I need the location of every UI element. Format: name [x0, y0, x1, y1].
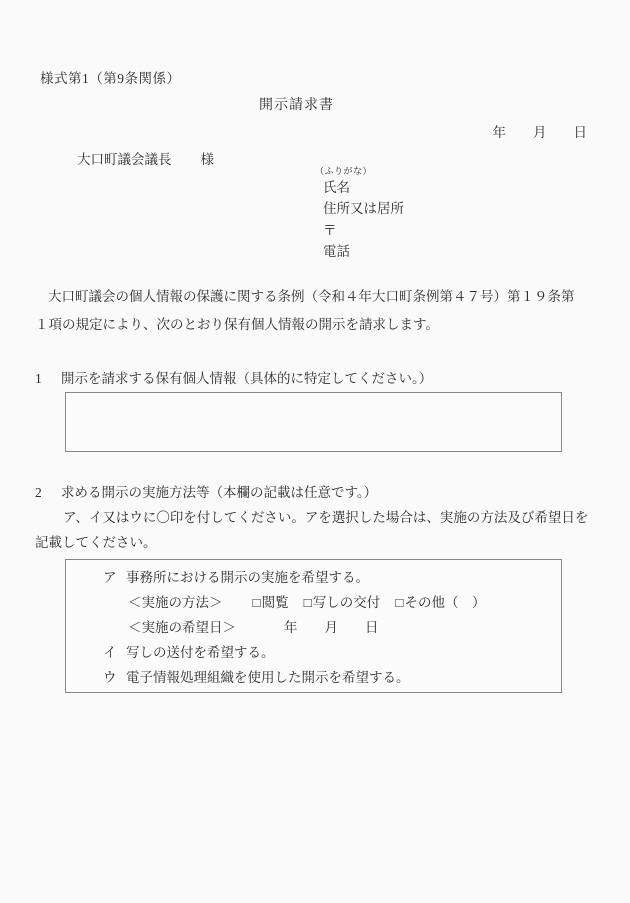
checkbox-label: 写しの交付: [312, 595, 381, 610]
desired-date-label: ＜実施の希望日＞: [128, 620, 236, 635]
checkbox-icon: □: [252, 595, 261, 610]
option-row-mail-copy[interactable]: [66, 640, 561, 665]
desired-date-row: [66, 615, 561, 640]
addressee-honorific: 様: [200, 152, 214, 167]
addressee-line: [77, 148, 214, 168]
option-label: 写しの送付を希望する。: [126, 645, 275, 660]
applicant-block: [315, 166, 404, 263]
name-label: 氏名: [323, 180, 350, 195]
section-number: 1: [35, 371, 42, 386]
checkbox-other[interactable]: [395, 590, 485, 615]
paragraph-line: １項の規定により、次のとおり保有個人情報の開示を請求します。: [35, 317, 439, 332]
checkbox-icon: □: [395, 595, 404, 610]
option-label: 電子情報処理組織を使用した開示を希望する。: [126, 670, 410, 685]
checkbox-view[interactable]: [253, 590, 289, 615]
instruction-line: ア、イ又はウに〇印を付してください。アを選択した場合は、実施の方法及び希望日を: [63, 510, 589, 525]
method-label: ＜実施の方法＞: [128, 595, 223, 610]
option-key: ウ: [103, 670, 117, 685]
instruction-paragraph: [35, 505, 595, 555]
checkbox-label: その他（ ）: [404, 595, 486, 610]
addressee-name: 大口町議会議長: [77, 152, 172, 167]
doc-title: 開示請求書: [259, 98, 334, 113]
section-1-heading: [35, 367, 432, 387]
disclosure-method-box: [65, 559, 562, 693]
body-paragraph: [35, 283, 595, 339]
form-id: 様式第1（第9条関係）: [40, 71, 181, 86]
section-title: 求める開示の実施方法等（本欄の記載は任意です。）: [61, 485, 378, 500]
option-key: イ: [103, 645, 117, 660]
phone-label: 電話: [323, 244, 350, 260]
checkbox-copy[interactable]: [304, 590, 381, 615]
instruction-line: 記載してください。: [35, 535, 157, 550]
furigana-label: （ふりがな）: [315, 166, 373, 176]
desired-date-value: 年 月 日: [284, 620, 379, 635]
section-2-heading: [35, 481, 377, 501]
option-row-office[interactable]: [66, 565, 561, 590]
checkbox-icon: □: [303, 595, 312, 610]
option-row-electronic[interactable]: [66, 665, 561, 690]
section-number: 2: [35, 485, 42, 500]
postal-mark: 〒: [323, 222, 337, 238]
request-content-box[interactable]: [65, 392, 562, 452]
option-label: 事務所における開示の実施を希望する。: [126, 570, 369, 585]
paragraph-line: 大口町議会の個人情報の保護に関する条例（令和４年大口町条例第４７号）第１９条第: [48, 289, 575, 304]
section-title: 開示を請求する保有個人情報（具体的に特定してください。）: [61, 371, 433, 386]
option-key: ア: [103, 570, 117, 585]
date-line: 年 月 日: [492, 125, 587, 140]
checkbox-label: 閲覧: [261, 595, 289, 610]
method-row: [66, 590, 561, 615]
address-label: 住所又は居所: [323, 201, 404, 217]
